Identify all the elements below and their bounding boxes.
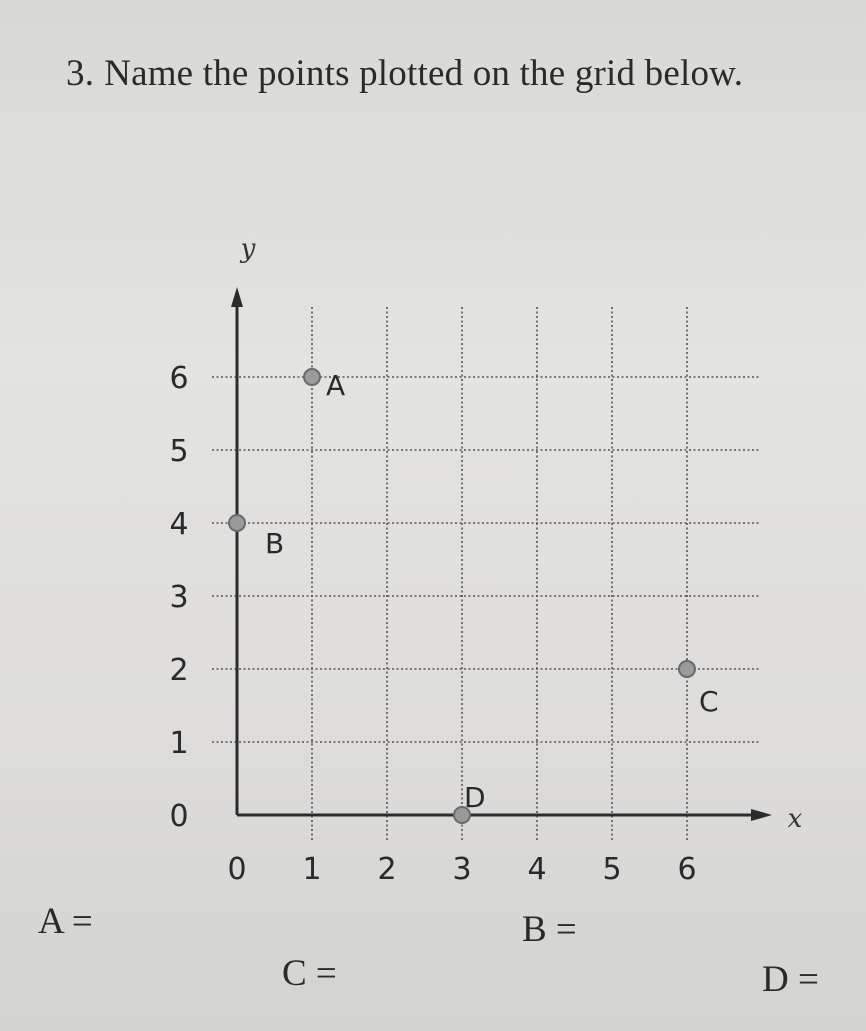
- answer-a-label: A =: [38, 901, 93, 942]
- x-tick-label: 6: [677, 852, 697, 887]
- y-tick-label: 0: [169, 799, 189, 834]
- x-axis-arrow: [751, 809, 772, 821]
- point-label-d: D: [464, 781, 486, 814]
- x-tick-label: 2: [377, 852, 397, 887]
- data-point-a: [304, 369, 320, 385]
- point-label-a: A: [326, 369, 346, 402]
- x-tick-label: 4: [527, 852, 547, 887]
- x-tick-label: 3: [452, 852, 472, 887]
- x-tick-label: 0: [227, 852, 247, 887]
- x-tick-label: 1: [302, 852, 322, 887]
- y-tick-label: 3: [169, 580, 189, 615]
- question-number: 3.: [66, 53, 95, 94]
- y-tick-label: 1: [169, 726, 189, 761]
- answer-c-label: C =: [282, 953, 337, 994]
- answer-b-label: B =: [522, 909, 577, 950]
- y-tick-label: 4: [169, 507, 189, 542]
- x-axis-label: x: [787, 804, 803, 834]
- answer-d-label: D =: [762, 959, 819, 1000]
- point-label-c: C: [699, 685, 719, 718]
- data-point-c: [679, 661, 695, 677]
- x-tick-label: 5: [602, 852, 622, 887]
- point-label-b: B: [265, 527, 285, 560]
- y-axis-arrow: [231, 287, 243, 307]
- y-tick-label: 6: [169, 361, 189, 396]
- y-axis-label: y: [240, 234, 256, 264]
- y-tick-label: 2: [169, 653, 189, 688]
- question-text: Name the points plotted on the grid below.: [104, 53, 744, 94]
- data-point-b: [229, 515, 245, 531]
- y-tick-label: 5: [169, 434, 189, 469]
